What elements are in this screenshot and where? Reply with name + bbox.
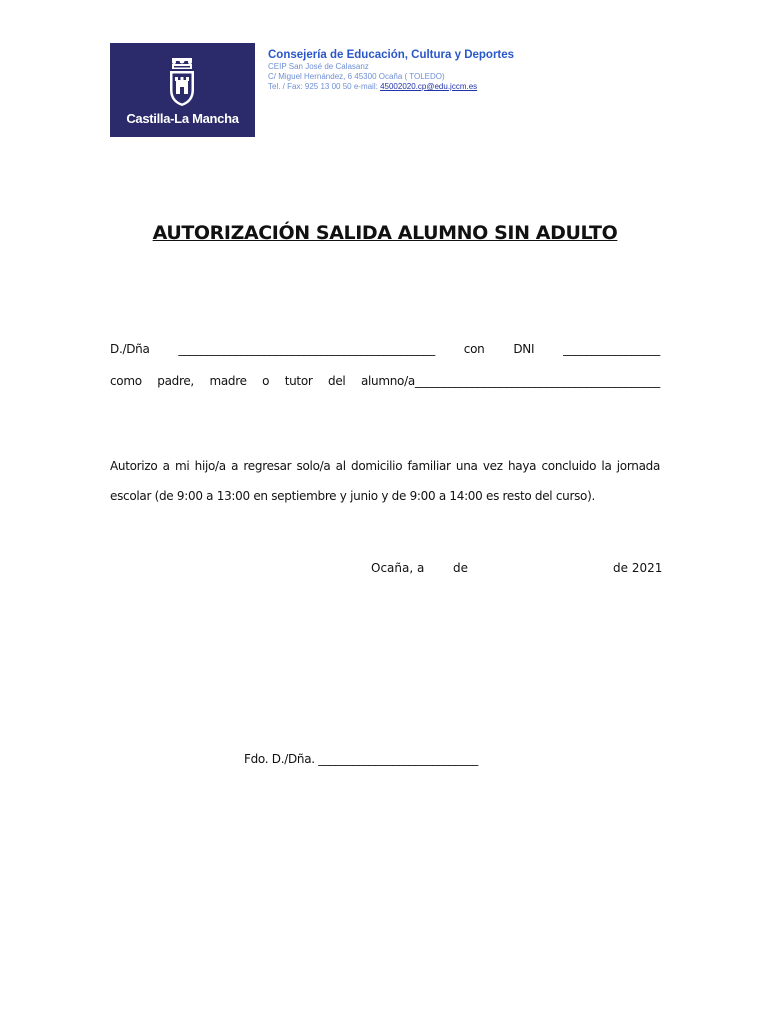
authorization-line-2: escolar (de 9:00 a 13:00 en septiembre y junio y de 9:00 a 14:00 es resto del curso). (110, 489, 595, 503)
name-dni-line: D./Dña _____________________________________________ con DNI _________________ (110, 342, 660, 356)
email-link[interactable]: 45002020.cp@edu.jccm.es (380, 82, 478, 91)
crown-shield-icon (165, 56, 199, 108)
header-contact-block (268, 48, 598, 92)
phone-prefix: Tel. / Fax: 925 13 00 50 e-mail: (268, 82, 378, 91)
school-name: CEIP San José de Calasanz (268, 62, 369, 71)
date-month-de: de (453, 561, 468, 575)
contact-line (268, 82, 598, 92)
castilla-la-mancha-logo (110, 43, 255, 137)
guardian-line: como padre, madre o tutor del alumno/a___________________________________________ (110, 374, 660, 388)
date-year: de 2021 (613, 561, 663, 575)
signature-line: Fdo. D./Dña. ____________________________ (244, 752, 478, 766)
logo-text: Castilla-La Mancha (126, 111, 239, 126)
date-place: Ocaña, a (371, 561, 425, 575)
document-title: AUTORIZACIÓN SALIDA ALUMNO SIN ADULTO (152, 222, 618, 244)
org-title: Consejería de Educación, Cultura y Deportes (268, 49, 515, 61)
school-address: C/ Miguel Hernández, 6 45300 Ocaña ( TOLEDO) (268, 72, 445, 81)
authorization-line-1: Autorizo a mi hijo/a a regresar solo/a al domicilio familiar una vez haya concluido la jornada (110, 459, 660, 473)
